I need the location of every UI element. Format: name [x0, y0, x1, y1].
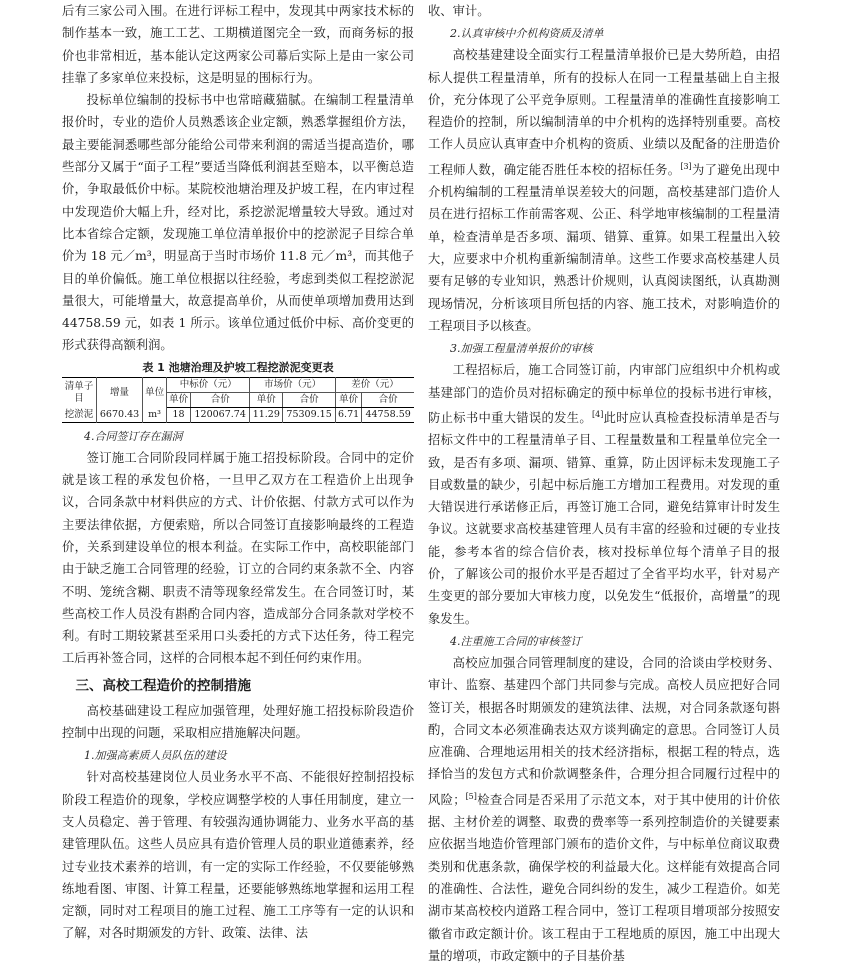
paragraph: 针对高校基建岗位人员业务水平不高、不能很好控制招投标阶段工程造价的现象，学校应调整学校的人事任用制度，建立一支人员稳定、善于管理、有较强沟通协调能力、业务水平高的基建管理队伍。这些人员应具有造价管理人员的职业道德素养，经过专业技术素养的培训，有一定的实际工作经验，不仅要能够熟练地看图、审图、计算工程量，还要能够熟练地掌握和运用工程定额，同时对工程项目的施工过程、施工工序等有一定的认识和了解，对各时期颁发的方针、政策、法律、法	[62, 770, 414, 941]
table-cell: 120067.74	[191, 407, 250, 422]
right-column	[428, 0, 780, 967]
section-heading: 三、高校工程造价的控制措施	[75, 677, 251, 694]
paragraph: 签订施工合同阶段同样属于施工招投标阶段。合同中的定价就是该工程的承发包价格，一旦甲乙双方在工程造价上出现争议，合同条款中材料供应的方式、计价依据、付款方式可以作为主要法律依据，方便索赔，所以合同签订直接影响最终的工程造价，关系到建设单位的根本利益。在实际工作中，高校职能部门由于缺乏施工合同管理的经验，订立的合同约束条款不全、内容不明、笼统含糊、职责不清等现象经常发生。在合同签订时，某些高校工作人员没有斟酌合同内容，造成部分合同条款对学校不利。有时工期较紧甚至采用口头委托的方式下达任务，待工程完工后再补签合同，这样的合同根本起不到任何约束作用。	[62, 450, 414, 666]
table-caption: 表 1 池塘治理及护坡工程挖淤泥变更表	[142, 360, 334, 374]
table-header: 单位	[143, 377, 167, 407]
paragraph	[428, 359, 780, 630]
table-subheader: 单价	[167, 392, 191, 407]
subsection-heading: 3.加强工程量清单报价的审核	[450, 342, 593, 356]
table-cell: 6.71	[335, 407, 361, 422]
table-row	[62, 407, 414, 422]
paragraph	[428, 44, 780, 337]
subsection-heading: 2.认真审核中介机构资质及清单	[450, 27, 604, 41]
table-cell: 44758.59	[365, 408, 411, 420]
paragraph-text: 检查合同是否采用了示范文本，对于其中使用的计价依据、主材价差的调整、取费的费率等一系列控制造价的关键要素应依据当地造价管理部门颁布的造价文件，与中标单位商议取费类别和优惠条款，确保学校的利益最大化。这样能有效提高合同的准确性、合法性，避免合同纠纷的发生，减少工程造价。如芜湖市某高校校内道路工程合同中，签订工程项目增项部分按照安徽省市政定额计价。该工程由于工程地质的原因，施工中出现大量的增项，市政定额中的子目基价基	[428, 792, 780, 963]
citation-ref: [3]	[680, 161, 692, 171]
subsection-heading: 4.注重施工合同的审核签订	[450, 634, 582, 648]
table-subheader: 单价	[250, 392, 283, 407]
table-cell: m³	[143, 407, 167, 422]
table-subheader: 单价	[335, 392, 361, 407]
table-header: 差价（元）	[335, 377, 414, 392]
table-header: 增量	[97, 377, 143, 407]
table-subheader: 合价	[283, 392, 336, 407]
paragraph-text: 工程招标后，施工合同签订前，内审部门应组织中介机构或基建部门的造价员对招标确定的预中标单位的投标书进行审核，防止标书中重大错误的发生。	[428, 363, 780, 425]
table-cell: 6670.43	[97, 407, 143, 422]
table-subheader: 合价	[362, 392, 414, 407]
paragraph: 收、审计。	[428, 4, 490, 18]
change-table	[62, 377, 414, 423]
table-header: 中标价（元）	[167, 377, 250, 392]
left-column	[62, 0, 414, 945]
table-cell: 11.29	[250, 407, 283, 422]
paragraph-text: 此时应认真检查投标清单是否与招标文件中的工程量清单子目、工程量数量和工程量单位完全一致，是否有多项、漏项、错算、重算，防止因评标未发现施工子目或数量的缺少，引起中标后施工方增加工程费用。对发现的重大错误进行承诺修正后，再签订施工合同，避免结算审计时发生争议。这就要求高校基建管理人员有丰富的经验和过硬的专业技能，参考本省的综合信价表，核对投标单位每个清单子目的报价，了解该公司的报价水平是否超过了全省平均水平，针对易产生变更的部分要加大审核力度，以免发生“低报价，高增量”的现象发生。	[428, 410, 780, 626]
paragraph	[428, 652, 780, 967]
paragraph: 后有三家公司入围。在进行评标工程中，发现其中两家技术标的制作基本一致，施工工艺、工期横道图完全一致，而商务标的报价也非常相近，基本能认定这两家公司幕后实际上是由一家公司挂靠了多家单位来投标，这是明显的围标行为。	[62, 4, 414, 85]
paragraph: 高校基础建设工程应加强管理，处理好施工招投标阶段造价控制中出现的问题，采取相应措施解决问题。	[62, 703, 414, 741]
table-cell: 18	[167, 407, 191, 422]
paragraph-text: 为了避免出现中介机构编制的工程量清单误差较大的问题，高校基建部门造价人员在进行招标工作前需客观、公正、科学地审核编制的工程量清单，检查清单是否多项、漏项、错算、重算。如果工程量出入较大，应要求中介机构重新编制清单。这些工作要求高校基建人员要有足够的专业知识，熟悉计价规则，认真阅读图纸，认真勘测现场情况，分析该项目所包括的内容、施工技术，对影响造价的工程项目予以核查。	[428, 162, 780, 333]
citation-ref: [4]	[592, 409, 604, 419]
table-cell: 75309.15	[283, 407, 336, 422]
table-subheader: 合价	[191, 392, 250, 407]
table-header: 市场价（元）	[250, 377, 336, 392]
subsection-heading: 1.加强高素质人员队伍的建设	[84, 749, 227, 763]
citation-ref: [5]	[465, 791, 477, 801]
subsection-heading: 4.合同签订存在漏洞	[84, 429, 183, 443]
table-cell: 挖淤泥	[62, 407, 97, 422]
table-header: 清单子目	[62, 377, 97, 407]
paragraph-text: 高校应加强合同管理制度的建设，合同的洽谈由学校财务、审计、监察、基建四个部门共同参与完成。高校人员应把好合同签订关，根据各时期颁发的建筑法律、法规，对合同条款逐句斟酌，合同文本必须准确表达双方谈判确定的意思。合同签订人员应准确、合理地运用相关的技术经济指标，根据工程的特点，选择恰当的发包方式和价款调整条件，合理分担合同履行过程中的风险；	[428, 655, 780, 807]
paragraph-text: 高校基建建设全面实行工程量清单报价已是大势所趋，由招标人提供工程量清单，所有的投标人在同一工程量基础上自主报价，充分体现了公平竞争原则。工程量清单的准确性直接影响工程造价的控制，所以编制清单的中介机构的选择特别重要。高校工作人员应认真审查中介机构的资质、业绩以及配备的注册造价工程师人数，确定能否胜任本校的招标任务。	[428, 48, 780, 177]
paragraph: 投标单位编制的投标书中也常暗藏猫腻。在编制工程量清单报价时，专业的造价人员熟悉该企业定额，熟悉掌握组价方法，最主要能洞悉哪些部分能给公司带来利润的需适当提高造价，哪些部分又属于“面子工程”要适当降低利润甚至赔本，以平衡总造价，争取最低价中标。某院校池塘治理及护坡工程，在内审过程中发现造价大幅上升，经对比，系挖淤泥增量较大导致。通过对比本省综合定额，发现施工单位清单报价中的挖淤泥子目综合单价为 18 元／m³，明显高于当时市场价 11.8 元／m³，而其他子目的单价偏低。施工单位根据以往经验，考虑到类似工程挖淤泥量很大，可能增量大，故意提高单价，从而使单项增加费用达到 44758.59 元，如表 1 所示。该单位通过低价中标、高价变更的形式获得高额利润。	[62, 93, 414, 353]
